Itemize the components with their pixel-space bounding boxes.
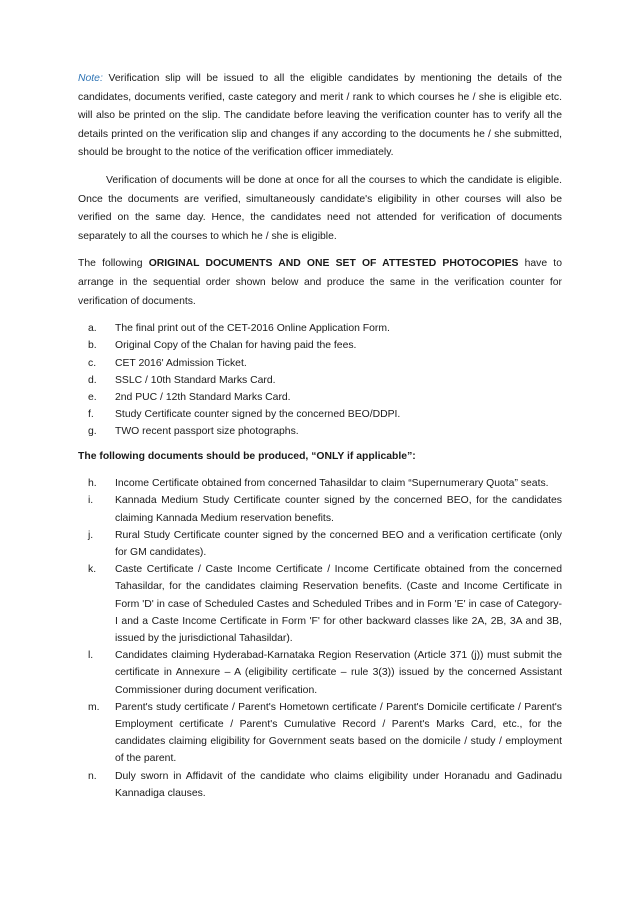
list-marker: m. [88, 701, 100, 713]
list-item [78, 527, 562, 561]
original-documents-paragraph [78, 255, 562, 311]
list-item-text: Rural Study Certificate counter signed by the concerned BEO and a verification certificate (only for GM candidates). [115, 529, 562, 558]
conditional-heading: The following documents should be produced, “ONLY if applicable”: [78, 450, 416, 462]
list-marker: n. [88, 770, 97, 782]
note-paragraph [78, 70, 562, 163]
list-item [78, 475, 562, 492]
list-marker: j. [88, 529, 94, 541]
list-marker: c. [88, 357, 97, 369]
conditional-documents-list [78, 475, 562, 802]
list-item [78, 389, 562, 406]
list-item [78, 699, 562, 768]
list-item [78, 492, 562, 526]
list-item [78, 406, 562, 423]
list-marker: l. [88, 650, 94, 662]
list-marker: a. [88, 323, 97, 335]
list-marker: f. [88, 409, 94, 421]
list-marker: h. [88, 478, 97, 490]
original-documents-rest: have to arrange in the sequential order shown below and produce the same in the verification counter for verification of documents. [78, 258, 562, 307]
list-item-text: Kannada Medium Study Certificate counter signed by the concerned BEO, for the candidates claiming Kannada Medium reservation benefits. [115, 495, 562, 524]
list-item [78, 337, 562, 354]
list-item-text: SSLC / 10th Standard Marks Card. [115, 374, 276, 386]
list-item-text: The final print out of the CET-2016 Online Application Form. [115, 323, 390, 335]
list-item-text: Study Certificate counter signed by the concerned BEO/DDPI. [115, 409, 401, 421]
list-marker: k. [88, 564, 97, 576]
note-label: Note: [78, 73, 103, 84]
list-marker: i. [88, 495, 94, 507]
list-marker: g. [88, 426, 97, 438]
list-marker: d. [88, 374, 97, 386]
list-item-text: Income Certificate obtained from concerned Tahasildar to claim “Supernumerary Quota” seats. [115, 478, 549, 490]
list-item [78, 423, 562, 440]
list-item-text: TWO recent passport size photographs. [115, 426, 299, 438]
list-item-text: Candidates claiming Hyderabad-Karnataka Region Reservation (Article 371 (j)) must submit the certificate in Annexure – A (eligibility certificate – rule 3(3)) issued by the concerned Assistant Commissioner during document verification. [115, 650, 562, 696]
list-item-text: Duly sworn in Affidavit of the candidate who claims eligibility under Horanadu and Gadinadu Kannadiga clauses. [115, 770, 562, 799]
required-documents-list [78, 320, 562, 440]
list-item [78, 647, 562, 699]
list-item-text: CET 2016' Admission Ticket. [115, 357, 247, 369]
note-text: Verification slip will be issued to all the eligible candidates by mentioning the details of the candidates, documents verified, caste category and merit / rank to which courses he / she is eligible etc. will also be printed on the slip. The candidate before leaving the verification counter has to verify all the details printed on the verification slip and changes if any according to the documents he / she submitted, should be brought to the notice of the verification officer immediately. [78, 73, 562, 159]
list-item-text: Parent's study certificate / Parent's Hometown certificate / Parent's Domicile certificate / Parent's Employment certificate / Parent's Cumulative Record / Parent's Marks Card, etc., for the candidates claiming eligibility for Government seats based on the domicile / study / employment of the parent. [115, 701, 562, 765]
document-page [78, 70, 562, 809]
list-item-text: Original Copy of the Chalan for having paid the fees. [115, 340, 357, 352]
verification-paragraph: Verification of documents will be done at once for all the courses to which the candidate is eligible. Once the documents are verified, simultaneously candidate's eligibility in other courses will also be verified on the same day. Hence, the candidates need not attended for verification of documents separately to all the courses to which he / she is eligible. [78, 174, 562, 242]
list-item [78, 768, 562, 802]
original-documents-intro: The following [78, 258, 149, 270]
list-item-text: Caste Certificate / Caste Income Certificate / Income Certificate obtained from the concerned Tahasildar, for the candidates claiming Reservation benefits. (Caste and Income Certificate in Form 'D' in case of Scheduled Castes and Scheduled Tribes and in Form 'E' in case of Category-I and a Caste Income Certificate in Form 'F' for other backward classes like 2A, 2B, 3A and 3B, issued by the jurisdictional Tahasildar). [115, 564, 562, 644]
original-documents-emphasis: ORIGINAL DOCUMENTS AND ONE SET OF ATTESTED PHOTOCOPIES [148, 258, 519, 270]
list-item [78, 372, 562, 389]
list-item-text: 2nd PUC / 12th Standard Marks Card. [115, 391, 291, 403]
list-marker: e. [88, 391, 97, 403]
list-item [78, 320, 562, 337]
list-item [78, 561, 562, 647]
list-marker: b. [88, 340, 97, 352]
list-item [78, 355, 562, 372]
